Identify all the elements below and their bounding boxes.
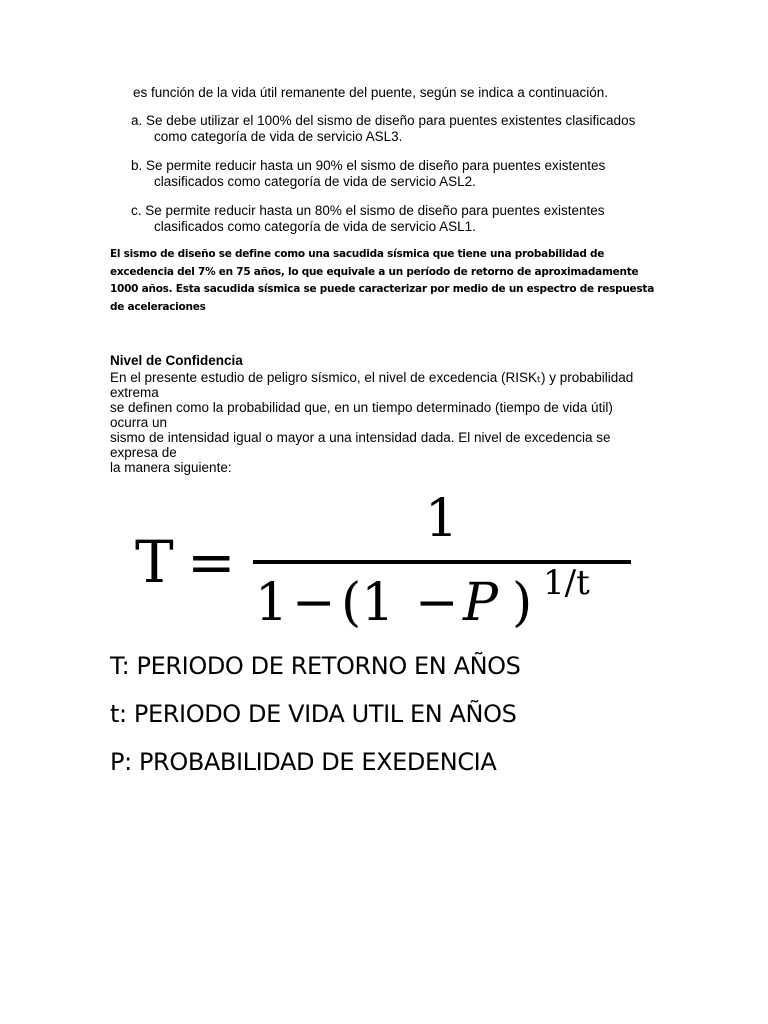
body-line: la manera siguiente: [110, 460, 232, 475]
list-text: Se debe utilizar el 100% del sismo de diseño para puentes existentes clasificados [146, 113, 636, 128]
formula-close-paren: ) [512, 573, 533, 633]
design-earthquake-paragraph: El sismo de diseño se define como una sacudida sísmica que tiene una probabilidad de excedencia del 7% en 75 años, lo que equivale a un período de retorno de aproximadamente 1000 años. Esta sacudida sísmica se puede caracterizar por medio de un espectro de respuesta de aceleraciones [110, 248, 655, 313]
formula-open-paren-one: (1 [341, 573, 395, 633]
list-text: Se permite reducir hasta un 90% el sismo de diseño para puentes existentes [146, 158, 606, 173]
list-text-continued: clasificados como categoría de vida de servicio ASL1. [154, 219, 476, 234]
formula-p: P [463, 573, 498, 633]
definition-t: t: PERIODO DE VIDA UTIL EN AÑOS [110, 700, 517, 728]
body-line: En el presente estudio de peligro sísmico, el nivel de excedencia (RISKₜ) y probabilidad [110, 370, 634, 385]
formula-exponent: 1/t [543, 563, 590, 603]
list-text-continued: clasificados como categoría de vida de servicio ASL2. [154, 174, 476, 189]
section-heading: Nivel de Confidencia [110, 353, 243, 368]
list-text-continued: como categoría de vida de servicio ASL3. [154, 129, 403, 144]
list-item-c [131, 203, 658, 235]
formula-lhs: T [135, 528, 174, 596]
body-line: ocurra un [110, 415, 168, 430]
body-line: sismo de intensidad igual o mayor a una intensidad dada. El nivel de excedencia se [110, 430, 611, 445]
return-period-formula [135, 480, 655, 650]
list-marker: b. [131, 158, 143, 173]
formula-equals: = [187, 528, 236, 596]
list-item-a [131, 113, 658, 145]
body-line: expresa de [110, 445, 177, 460]
list-marker: a. [131, 113, 143, 128]
intro-text: es función de la vida útil remanente del puente, según se indica a continuación. [133, 85, 609, 100]
body-line: extrema [110, 385, 159, 400]
body-line: se definen como la probabilidad que, en un tiempo determinado (tiempo de vida útil) [110, 400, 613, 415]
section-body [110, 370, 670, 475]
formula-den-one: 1 [255, 573, 289, 633]
definition-P: P: PROBABILIDAD DE EXEDENCIA [110, 748, 497, 776]
definition-T: T: PERIODO DE RETORNO EN AÑOS [110, 652, 521, 680]
formula-numerator: 1 [425, 489, 459, 549]
list-marker: c. [131, 203, 142, 218]
formula-minus-2: − [415, 573, 459, 633]
formula-minus-1: − [292, 573, 336, 633]
list-text: Se permite reducir hasta un 80% el sismo de diseño para puentes existentes [145, 203, 605, 218]
list-item-b [131, 158, 658, 190]
